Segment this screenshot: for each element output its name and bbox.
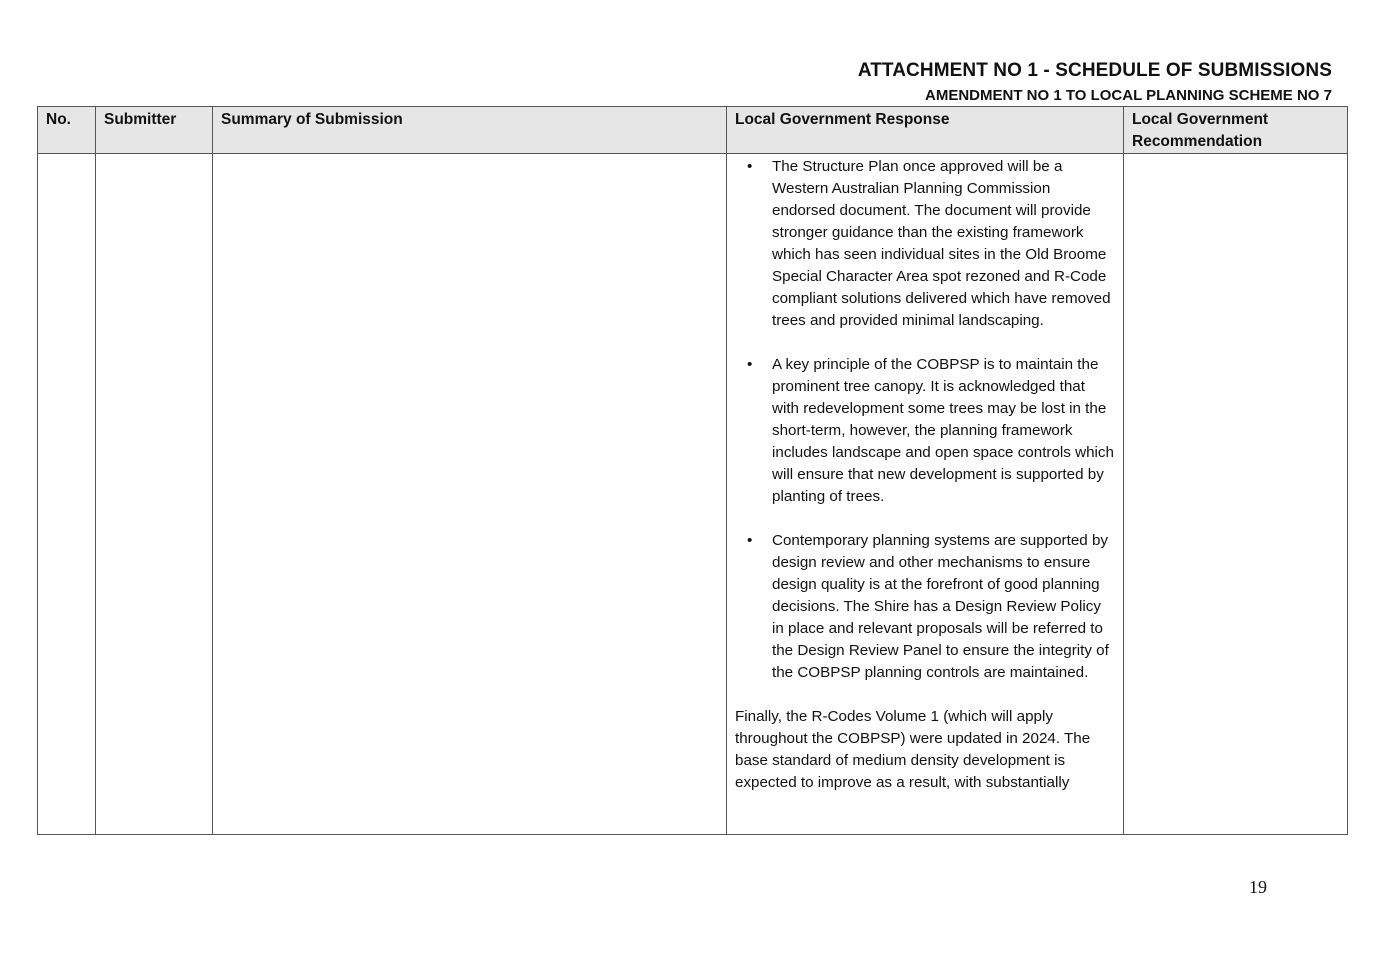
bullet-icon: • [747, 532, 753, 549]
column-header-response: Local Government Response [727, 107, 1124, 154]
table-header-row [38, 107, 1348, 154]
document-title: ATTACHMENT NO 1 - SCHEDULE OF SUBMISSIONS [857, 60, 1332, 81]
page-number: 19 [1249, 877, 1267, 897]
cell-recommendation [1124, 154, 1348, 835]
bullet-icon: • [747, 356, 753, 373]
response-bullet-text: A key principle of the COBPSP is to maintain the prominent tree canopy. It is acknowledged that with redevelopment some trees may be lost in the short-term, however, the planning framework includes landscape and open space controls which will ensure that new development is supported by planting of trees. [772, 356, 1114, 505]
cell-summary [213, 154, 727, 835]
cell-response [727, 154, 1124, 835]
cell-no [38, 154, 96, 835]
submissions-table [37, 106, 1348, 835]
response-bullet [735, 354, 1115, 508]
cell-submitter [96, 154, 213, 835]
column-header-summary: Summary of Submission [213, 107, 727, 154]
response-bullet-list [735, 156, 1115, 684]
response-bullet-text: The Structure Plan once approved will be a Western Australian Planning Commission endorsed document. The document will provide stronger guidance than the existing framework which has seen individual sites in the Old Broome Special Character Area spot rezoned and R-Code compliant solutions delivered which have removed trees and provided minimal landscaping. [772, 158, 1111, 329]
column-header-no: No. [38, 107, 96, 154]
document-subtitle: AMENDMENT NO 1 TO LOCAL PLANNING SCHEME NO 7 [925, 87, 1332, 104]
response-bullet [735, 530, 1115, 684]
response-closing-paragraph: Finally, the R-Codes Volume 1 (which will apply throughout the COBPSP) were updated in 2024. The base standard of medium density development is expected to improve as a result, with substantially [735, 708, 1091, 791]
response-bullet-text: Contemporary planning systems are supported by design review and other mechanisms to ensure design quality is at the forefront of good planning decisions. The Shire has a Design Review Policy in place and relevant proposals will be referred to the Design Review Panel to ensure the integrity of the COBPSP planning controls are maintained. [772, 532, 1109, 681]
column-header-submitter: Submitter [96, 107, 213, 154]
column-header-recommendation: Local Government Recommendation [1124, 107, 1348, 154]
response-bullet [735, 156, 1115, 332]
bullet-icon: • [747, 158, 753, 175]
table-row [38, 154, 1348, 835]
